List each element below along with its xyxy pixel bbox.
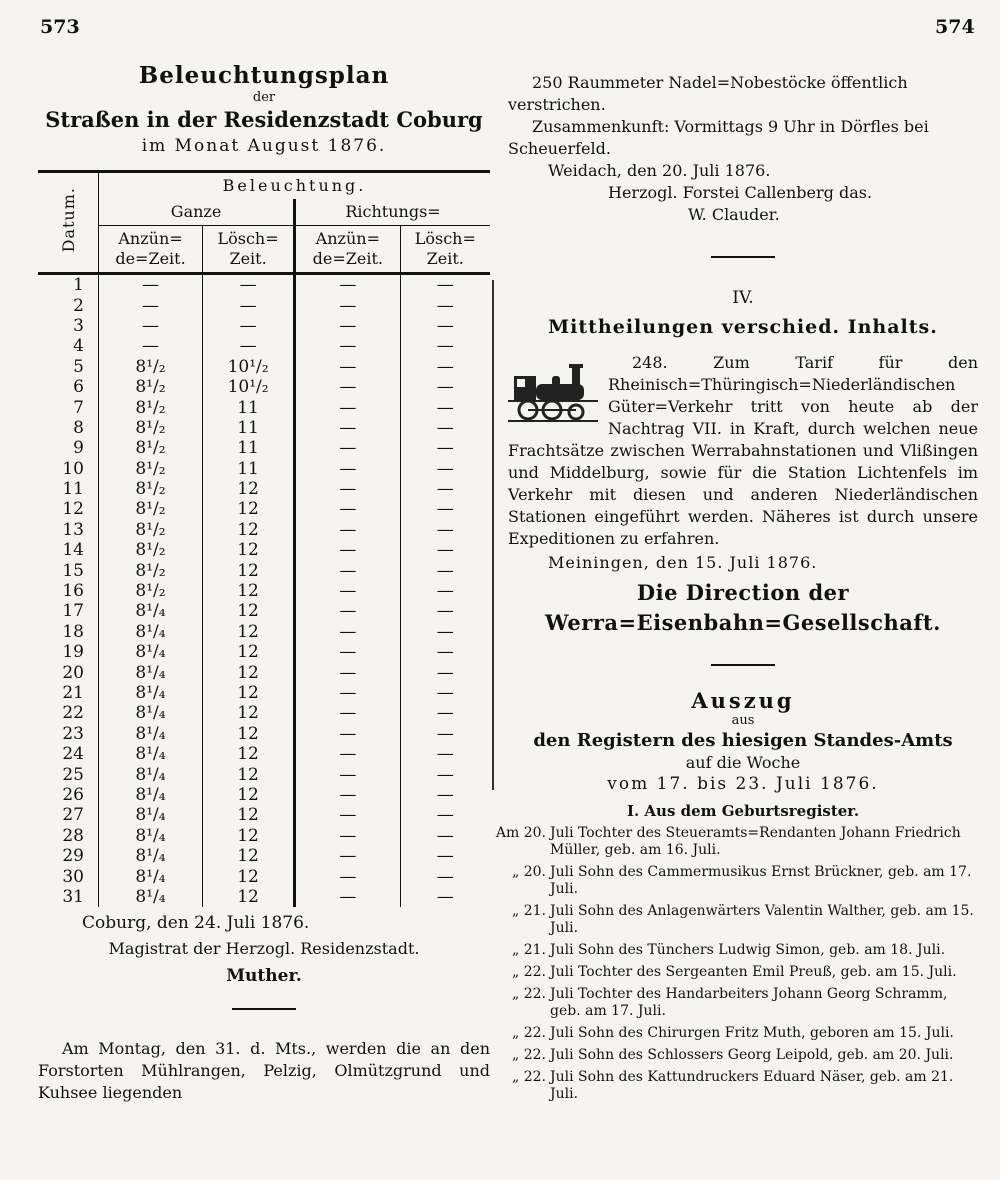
woche-line: auf die Woche [685, 753, 801, 772]
date-range: vom 17. bis 23. Juli 1876. [607, 774, 879, 794]
cell-datum: 16 [38, 581, 99, 601]
cell-ganze-loesch: 12 [203, 744, 295, 764]
continued-line-2: Zusammenkunft: Vormittags 9 Uhr in Dörfles bei Scheuerfeld. [508, 117, 929, 158]
cell-datum: 2 [38, 295, 99, 315]
birth-entry-text: Juli Sohn des Chirurgen Fritz Muth, geboren am 15. Juli. [550, 1025, 954, 1041]
table-row [38, 622, 490, 642]
ganze-header: Ganze [99, 199, 295, 226]
cell-ganze-loesch: 12 [203, 499, 295, 519]
place-date: Coburg, den 24. Juli 1876. [82, 913, 310, 934]
table-row [38, 703, 490, 723]
cell-richtungs-anzuend: — [295, 520, 400, 540]
cell-richtungs-anzuend: — [295, 560, 400, 580]
table-row [38, 744, 490, 764]
title-der: der [252, 90, 276, 105]
cell-richtungs-anzuend: — [295, 418, 400, 438]
month-line: im Monat August 1876. [141, 136, 387, 156]
cell-richtungs-anzuend: — [295, 805, 400, 825]
table-row [38, 377, 490, 397]
cell-ganze-anzuend: 8¹/₂ [99, 438, 203, 458]
birth-entry-text: Juli Sohn des Tünchers Ludwig Simon, geb. am 18. Juli. [550, 942, 946, 958]
aus-line: aus [731, 713, 755, 728]
cell-ganze-anzuend: 8¹/₂ [99, 499, 203, 519]
cell-ganze-anzuend: 8¹/₂ [99, 479, 203, 499]
cell-datum: 19 [38, 642, 99, 662]
cell-ganze-loesch: 10¹/₂ [203, 357, 295, 377]
cell-datum: 23 [38, 724, 99, 744]
cell-richtungs-loesch: — [436, 581, 454, 602]
table-row [38, 336, 490, 356]
cell-datum: 1 [38, 274, 99, 296]
section-title: Mittheilungen verschied. Inhalts. [548, 316, 938, 338]
table-row [38, 274, 490, 296]
streets-title: Straßen in der Residenzstadt Coburg [45, 107, 483, 132]
cell-datum: 31 [38, 887, 99, 907]
magistrat-line: Magistrat der Herzogl. Residenzstadt. [108, 939, 420, 959]
cell-ganze-anzuend: 8¹/₄ [99, 866, 203, 886]
cell-ganze-anzuend: 8¹/₄ [99, 805, 203, 825]
separator-rule-3 [711, 664, 775, 666]
cell-richtungs-anzuend: — [295, 274, 400, 296]
cell-ganze-loesch: — [203, 295, 295, 315]
cell-ganze-loesch: 12 [203, 662, 295, 682]
cell-ganze-anzuend: 8¹/₂ [99, 560, 203, 580]
cell-ganze-anzuend: 8¹/₄ [99, 826, 203, 846]
cell-richtungs-loesch: — [436, 805, 454, 826]
cell-richtungs-anzuend: — [295, 397, 400, 417]
cell-ganze-anzuend: 8¹/₄ [99, 785, 203, 805]
loesch-header-richtungs: Lösch= Zeit. [400, 226, 490, 274]
cell-richtungs-anzuend: — [295, 601, 400, 621]
cell-datum: 30 [38, 866, 99, 886]
cell-richtungs-anzuend: — [295, 581, 400, 601]
cell-datum: 14 [38, 540, 99, 560]
cell-datum: 10 [38, 459, 99, 479]
cell-richtungs-anzuend: — [295, 887, 400, 907]
cell-ganze-anzuend: — [99, 336, 203, 356]
table-row [38, 601, 490, 621]
anzuend-header-richtungs: Anzün= de=Zeit. [295, 226, 400, 274]
cell-richtungs-loesch: — [436, 377, 454, 398]
cell-datum: 29 [38, 846, 99, 866]
column-rule [492, 280, 494, 790]
birth-entry [488, 942, 978, 959]
cell-ganze-loesch: 12 [203, 866, 295, 886]
cell-richtungs-loesch: — [436, 866, 454, 887]
cell-richtungs-loesch: — [436, 275, 454, 296]
table-row [38, 764, 490, 784]
cell-richtungs-anzuend: — [295, 642, 400, 662]
table-row [38, 887, 490, 907]
cell-datum: 4 [38, 336, 99, 356]
birth-entry [488, 1025, 978, 1042]
cell-ganze-loesch: 12 [203, 520, 295, 540]
cell-ganze-loesch: — [203, 274, 295, 296]
cell-ganze-anzuend: 8¹/₂ [99, 418, 203, 438]
table-row [38, 662, 490, 682]
cell-ganze-anzuend: 8¹/₄ [99, 601, 203, 621]
cell-datum: 13 [38, 520, 99, 540]
table-row [38, 581, 490, 601]
cell-ganze-anzuend: 8¹/₄ [99, 846, 203, 866]
birth-entry-text: Juli Tochter des Steueramts=Rendanten Johann Friedrich Müller, geb. am 16. Juli. [550, 825, 961, 858]
cell-richtungs-anzuend: — [295, 744, 400, 764]
birth-entry-text: Juli Sohn des Cammermusikus Ernst Brückner, geb. am 17. Juli. [550, 864, 972, 897]
cell-ganze-anzuend: 8¹/₄ [99, 744, 203, 764]
birth-entry-date: „ 22. [512, 986, 546, 1002]
cell-richtungs-loesch: — [436, 744, 454, 765]
cell-richtungs-anzuend: — [295, 846, 400, 866]
cell-ganze-anzuend: — [99, 274, 203, 296]
cell-richtungs-anzuend: — [295, 703, 400, 723]
cell-datum: 27 [38, 805, 99, 825]
cell-datum: 28 [38, 826, 99, 846]
cell-datum: 20 [38, 662, 99, 682]
cell-ganze-anzuend: 8¹/₂ [99, 581, 203, 601]
cell-richtungs-loesch: — [436, 642, 454, 663]
birth-entry-date: „ 21. [512, 942, 546, 958]
anzuend-header-ganze: Anzün= de=Zeit. [99, 226, 203, 274]
cell-richtungs-anzuend: — [295, 336, 400, 356]
page-number-right: 574 [935, 16, 975, 38]
cell-ganze-loesch: 12 [203, 805, 295, 825]
cell-richtungs-anzuend: — [295, 479, 400, 499]
cell-ganze-anzuend: 8¹/₂ [99, 377, 203, 397]
cell-ganze-anzuend: 8¹/₄ [99, 724, 203, 744]
weidach-date: Weidach, den 20. Juli 1876. [548, 161, 771, 180]
cell-datum: 12 [38, 499, 99, 519]
cell-ganze-anzuend: 8¹/₄ [99, 887, 203, 907]
cell-richtungs-anzuend: — [295, 622, 400, 642]
cell-ganze-loesch: 11 [203, 418, 295, 438]
cell-ganze-anzuend: 8¹/₂ [99, 540, 203, 560]
cell-richtungs-anzuend: — [295, 785, 400, 805]
cell-richtungs-anzuend: — [295, 826, 400, 846]
birth-entry-date: „ 20. [512, 864, 546, 880]
lighting-plan-title: Beleuchtungsplan [138, 62, 390, 89]
cell-ganze-anzuend: 8¹/₂ [99, 459, 203, 479]
cell-ganze-anzuend: 8¹/₄ [99, 642, 203, 662]
table-row [38, 520, 490, 540]
cell-richtungs-loesch: — [436, 560, 454, 581]
cell-ganze-loesch: 12 [203, 887, 295, 907]
cell-richtungs-anzuend: — [295, 316, 400, 336]
cell-ganze-loesch: 12 [203, 622, 295, 642]
cell-datum: 17 [38, 601, 99, 621]
cell-datum: 7 [38, 397, 99, 417]
cell-datum: 3 [38, 316, 99, 336]
cell-ganze-loesch: 12 [203, 683, 295, 703]
cell-datum: 22 [38, 703, 99, 723]
cell-ganze-loesch: 12 [203, 581, 295, 601]
table-row [38, 866, 490, 886]
birth-entry-date: „ 22. [512, 964, 546, 980]
cell-datum: 5 [38, 357, 99, 377]
cell-richtungs-loesch: — [436, 825, 454, 846]
birth-entry-text: Juli Sohn des Schlossers Georg Leipold, geb. am 20. Juli. [550, 1047, 954, 1063]
page-number-left: 573 [40, 16, 80, 38]
birth-entry-date: „ 22. [512, 1047, 546, 1063]
cell-ganze-anzuend: 8¹/₄ [99, 683, 203, 703]
cell-richtungs-anzuend: — [295, 357, 400, 377]
cell-ganze-anzuend: 8¹/₄ [99, 703, 203, 723]
table-row [38, 560, 490, 580]
cell-ganze-loesch: 12 [203, 560, 295, 580]
cell-ganze-anzuend: 8¹/₂ [99, 357, 203, 377]
cell-datum: 18 [38, 622, 99, 642]
section-number: IV. [732, 288, 754, 308]
birth-entry-text: Juli Tochter des Sergeanten Emil Preuß, geb. am 15. Juli. [550, 964, 957, 980]
cell-richtungs-anzuend: — [295, 438, 400, 458]
table-row [38, 295, 490, 315]
datum-header: Datum. [38, 173, 99, 274]
birth-entry-date: „ 22. [512, 1025, 546, 1041]
continued-line-1: 250 Raummeter Nadel=Nobestöcke öffentlich verstrichen. [508, 73, 908, 114]
cell-ganze-anzuend: 8¹/₄ [99, 662, 203, 682]
table-row [38, 438, 490, 458]
signer: Muther. [226, 966, 302, 987]
table-row [38, 397, 490, 417]
meiningen-date: Meiningen, den 15. Juli 1876. [548, 553, 818, 572]
registern-line: den Registern des hiesigen Standes-Amts [533, 730, 953, 751]
cell-ganze-loesch: 12 [203, 703, 295, 723]
cell-richtungs-loesch: — [436, 784, 454, 805]
cell-ganze-anzuend: — [99, 295, 203, 315]
cell-richtungs-loesch: — [436, 846, 454, 867]
table-row [38, 805, 490, 825]
cell-richtungs-loesch: — [436, 479, 454, 500]
left-column [38, 58, 490, 1104]
locomotive-icon [508, 358, 598, 424]
birth-entry-text: Juli Tochter des Handarbeiters Johann Georg Schramm, geb. am 17. Juli. [550, 986, 948, 1019]
cell-richtungs-loesch: — [436, 315, 454, 336]
cell-ganze-loesch: 12 [203, 601, 295, 621]
table-row [38, 316, 490, 336]
cell-richtungs-anzuend: — [295, 459, 400, 479]
cell-richtungs-anzuend: — [295, 377, 400, 397]
cell-richtungs-loesch: — [436, 438, 454, 459]
cell-richtungs-anzuend: — [295, 724, 400, 744]
cell-ganze-loesch: 12 [203, 764, 295, 784]
beleuchtung-header: Beleuchtung. [222, 176, 367, 195]
table-row [38, 785, 490, 805]
cell-richtungs-anzuend: — [295, 662, 400, 682]
cell-richtungs-loesch: — [436, 662, 454, 683]
birth-entry [488, 964, 978, 981]
cell-datum: 8 [38, 418, 99, 438]
richtungs-header: Richtungs= [295, 199, 490, 226]
birth-entry-date: „ 22. [512, 1069, 546, 1085]
cell-richtungs-loesch: — [436, 703, 454, 724]
cell-ganze-loesch: 11 [203, 438, 295, 458]
table-row [38, 418, 490, 438]
table-row [38, 826, 490, 846]
cell-ganze-loesch: 11 [203, 397, 295, 417]
table-row [38, 846, 490, 866]
cell-richtungs-loesch: — [436, 683, 454, 703]
table-row [38, 499, 490, 519]
cell-richtungs-anzuend: — [295, 540, 400, 560]
cell-richtungs-loesch: — [436, 540, 454, 561]
table-row [38, 724, 490, 744]
notice-248-block [508, 352, 978, 550]
loesch-header-ganze: Lösch= Zeit. [203, 226, 295, 274]
cell-richtungs-loesch: — [436, 397, 454, 418]
cell-richtungs-loesch: — [436, 621, 454, 642]
auszug-title: Auszug [691, 688, 795, 713]
cell-richtungs-anzuend: — [295, 764, 400, 784]
birth-entry [488, 986, 978, 1020]
cell-datum: 9 [38, 438, 99, 458]
birth-entries [488, 825, 978, 1103]
cell-datum: 21 [38, 683, 99, 703]
cell-datum: 26 [38, 785, 99, 805]
cell-ganze-loesch: 12 [203, 479, 295, 499]
cell-richtungs-loesch: — [436, 519, 454, 540]
table-row [38, 357, 490, 377]
cell-datum: 11 [38, 479, 99, 499]
table-row [38, 540, 490, 560]
cell-ganze-loesch: — [203, 316, 295, 336]
cell-richtungs-anzuend: — [295, 499, 400, 519]
birth-entry [488, 903, 978, 937]
clauder-signer: W. Clauder. [688, 205, 780, 224]
cell-ganze-loesch: 12 [203, 724, 295, 744]
cell-ganze-loesch: 11 [203, 459, 295, 479]
cell-ganze-loesch: — [203, 336, 295, 356]
cell-ganze-anzuend: 8¹/₂ [99, 397, 203, 417]
cell-richtungs-loesch: — [436, 886, 454, 907]
birth-entry-text: Juli Sohn des Kattundruckers Eduard Näser, geb. am 21. Juli. [550, 1069, 954, 1102]
birth-entry [488, 825, 978, 859]
table-row [38, 479, 490, 499]
table-row [38, 642, 490, 662]
cell-ganze-loesch: 12 [203, 642, 295, 662]
cell-ganze-loesch: 12 [203, 540, 295, 560]
birth-entry [488, 864, 978, 898]
separator-rule-2 [711, 256, 775, 258]
birth-entry-text: Juli Sohn des Anlagenwärters Valentin Walther, geb. am 15. Juli. [550, 903, 974, 936]
cell-ganze-loesch: 12 [203, 785, 295, 805]
cell-ganze-anzuend: 8¹/₂ [99, 520, 203, 540]
cell-richtungs-loesch: — [436, 723, 454, 744]
table-row [38, 459, 490, 479]
cell-ganze-anzuend: — [99, 316, 203, 336]
cell-datum: 24 [38, 744, 99, 764]
cell-richtungs-loesch: — [436, 295, 454, 316]
forstei-line: Herzogl. Forstei Callenberg das. [608, 183, 873, 202]
cell-ganze-anzuend: 8¹/₄ [99, 622, 203, 642]
cell-richtungs-loesch: — [436, 356, 454, 377]
cell-richtungs-loesch: — [436, 336, 454, 357]
cell-datum: 25 [38, 764, 99, 784]
cell-richtungs-anzuend: — [295, 295, 400, 315]
cell-richtungs-loesch: — [436, 499, 454, 520]
separator-rule [232, 1008, 296, 1010]
direction-signer: Die Direction der Werra=Eisenbahn=Gesellschaft. [545, 580, 941, 635]
register-title: I. Aus dem Geburtsregister. [626, 802, 860, 820]
forest-notice: Am Montag, den 31. d. Mts., werden die an den Forstorten Mühlrangen, Pelzig, Olmützgrund und Kuhsee liegenden [38, 1039, 490, 1103]
lighting-table [38, 173, 490, 907]
cell-richtungs-loesch: — [436, 601, 454, 622]
birth-entry [488, 1047, 978, 1064]
cell-richtungs-loesch: — [436, 764, 454, 785]
table-row [38, 683, 490, 703]
birth-entry-date: „ 21. [512, 903, 546, 919]
cell-richtungs-anzuend: — [295, 683, 400, 703]
birth-entry-date: Am 20. [495, 825, 546, 841]
birth-entry [488, 1069, 978, 1103]
cell-ganze-loesch: 12 [203, 846, 295, 866]
cell-datum: 6 [38, 377, 99, 397]
cell-richtungs-loesch: — [436, 458, 454, 479]
cell-ganze-anzuend: 8¹/₄ [99, 764, 203, 784]
cell-richtungs-anzuend: — [295, 866, 400, 886]
cell-ganze-loesch: 10¹/₂ [203, 377, 295, 397]
cell-datum: 15 [38, 560, 99, 580]
notice-248-text: 248. Zum Tarif für den Rheinisch=Thüringisch=Niederländischen Güter=Verkehr tritt von heute ab der Nachtrag VII. in Kraft, durch welchen neue Frachtsätze zwischen Werrabahnstationen und Vlißingen und Middelburg, sowie für die Station Lichtenfels im Verkehr mit diesen und anderen Niederländischen Stationen eingeführt werden. Näheres ist durch unsere Expeditionen zu erfahren. [508, 353, 978, 548]
cell-ganze-loesch: 12 [203, 826, 295, 846]
cell-richtungs-loesch: — [436, 417, 454, 438]
right-column [495, 72, 978, 1103]
